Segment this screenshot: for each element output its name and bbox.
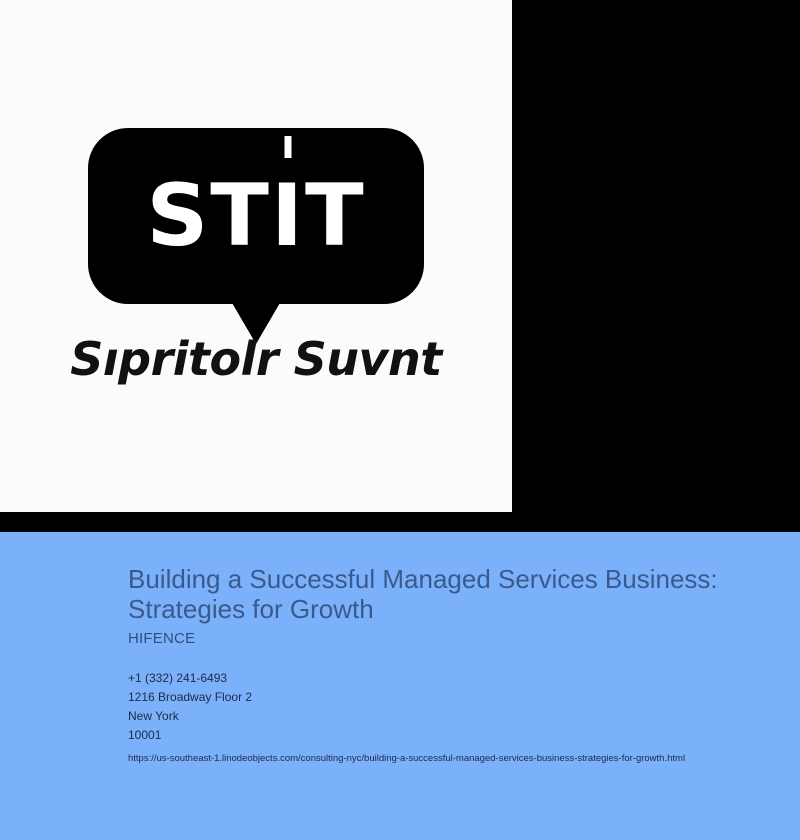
address-zip: 10001 (128, 728, 162, 742)
logo-image (0, 0, 512, 512)
company-name: HIFENCE (128, 630, 196, 647)
page-title: Building a Successful Managed Services Business: Strategies for Growth (128, 564, 718, 624)
logo-monogram (88, 128, 424, 304)
address-line-1: 1216 Broadway Floor 2 (128, 690, 253, 704)
logo-monogram-right: T (304, 166, 366, 266)
logo-card (0, 0, 512, 512)
speech-bubble-icon (88, 128, 424, 304)
phone-number: +1 (332) 241-6493 (128, 671, 228, 685)
logo-monogram-left: ST (146, 166, 271, 266)
logo-monogram-middle: I (271, 128, 305, 304)
info-panel (0, 532, 800, 840)
article-url-link[interactable]: https://us-southeast-1.linodeobjects.com/consulting-nyc/building-a-successful-managed-services-business-strategies-for-growth.html (128, 753, 686, 764)
brand-name: Sıpritolr Suvnt (70, 332, 442, 386)
address-city: New York (128, 709, 179, 723)
